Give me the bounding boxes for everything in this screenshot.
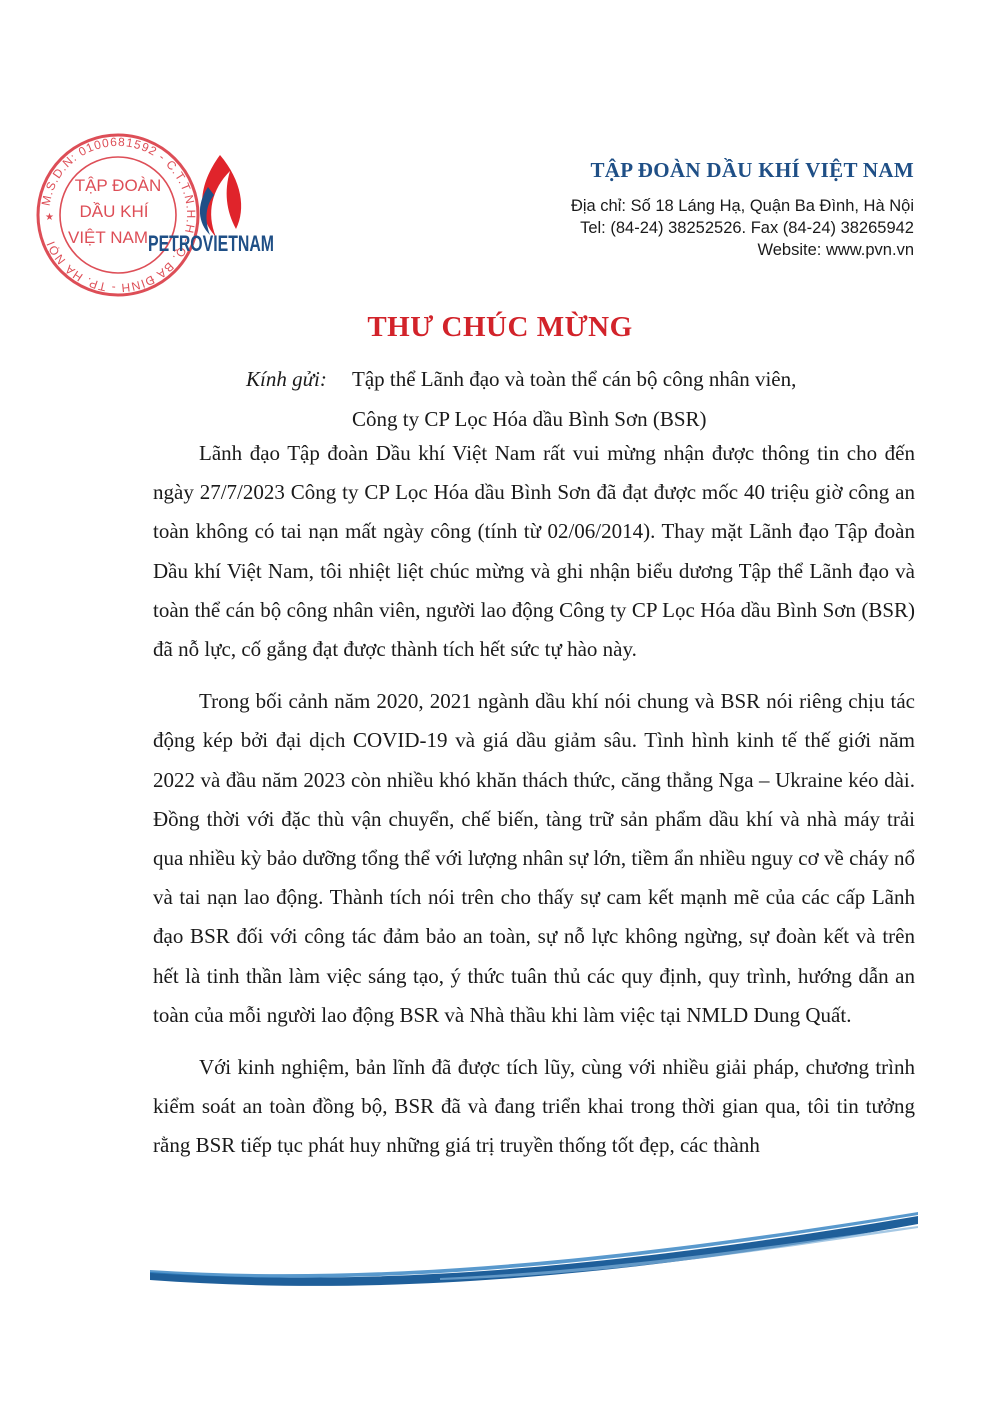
stamp-line-1: TẬP ĐOÀN <box>74 176 162 195</box>
recipient-block <box>246 359 796 439</box>
org-website: Website: www.pvn.vn <box>757 241 914 259</box>
stamp-ring-text: M.S.D.N: 0100681592 - C.T.T.N.H.H - Q. BA ĐÌNH - TP. HÀ NỘI <box>38 134 199 296</box>
letterhead-info <box>571 158 914 261</box>
letter-title: THƯ CHÚC MỪNG <box>367 311 633 343</box>
stamp-line-2: DẦU KHÍ <box>79 202 149 221</box>
org-contact: Tel: (84-24) 38252526. Fax (84-24) 38265942 <box>580 219 914 237</box>
letter-body <box>153 434 915 1179</box>
body-paragraph-1: Lãnh đạo Tập đoàn Dầu khí Việt Nam rất vui mừng nhận được thông tin cho đến ngày 27/7/2023 Công ty CP Lọc Hóa dầu Bình Sơn đã đạt được mốc 40 triệu giờ công an toàn không có tai nạn mất ngày công (tính từ 02/06/2014). Thay mặt Lãnh đạo Tập đoàn Dầu khí Việt Nam, tôi nhiệt liệt chúc mừng và ghi nhận biểu dương Tập thể Lãnh đạo và toàn thể cán bộ công nhân viên, người lao động Công ty CP Lọc Hóa dầu Bình Sơn (BSR) đã nỗ lực, cố gắng đạt được thành tích hết sức tự hào này. <box>153 441 915 662</box>
body-paragraph-3: Với kinh nghiệm, bản lĩnh đã được tích lũy, cùng với nhiều giải pháp, chương trình kiểm soát an toàn đồng bộ, BSR đã và đang triển khai trong thời gian qua, tôi tin tưởng rằng BSR tiếp tục phát huy những giá trị truyền thống tốt đẹp, các thành <box>153 1055 915 1158</box>
footer-swoosh-decoration <box>140 1200 930 1290</box>
petrovietnam-wordmark: PETROVIETNAM <box>148 231 274 256</box>
recipient-line-1: Tập thể Lãnh đạo và toàn thể cán bộ công nhân viên, <box>352 367 797 391</box>
org-name: TẬP ĐOÀN DẦU KHÍ VIỆT NAM <box>590 158 914 182</box>
petrovietnam-logo-with-stamp <box>20 125 280 300</box>
stamp-line-3: VIỆT NAM <box>68 228 148 247</box>
salutation-label: Kính gửi: <box>246 367 327 391</box>
org-address: Địa chỉ: Số 18 Láng Hạ, Quận Ba Đình, Hà Nội <box>570 197 914 215</box>
flame-icon <box>200 155 241 237</box>
svg-text:★: ★ <box>45 212 54 223</box>
body-paragraph-2: Trong bối cảnh năm 2020, 2021 ngành dầu khí nói chung và BSR nói riêng chịu tác động kép bởi đại dịch COVID-19 và giá dầu giảm sâu. Tình hình kinh tế thế giới năm 2022 và đầu năm 2023 còn nhiều khó khăn thách thức, căng thẳng Nga – Ukraine kéo dài. Đồng thời với đặc thù vận chuyển, chế biến, tàng trữ sản phẩm dầu khí và nhà máy trải qua nhiều kỳ bảo dưỡng tổng thể với lượng nhân sự lớn, tiềm ẩn nhiều nguy cơ về cháy nổ và tai nạn lao động. Thành tích nói trên cho thấy sự cam kết mạnh mẽ của các cấp Lãnh đạo BSR đối với công tác đảm bảo an toàn, sự nỗ lực không ngừng, sự đoàn kết và trên hết là tinh thần làm việc sáng tạo, ý thức tuân thủ các quy định, quy trình, hướng dẫn an toàn của mỗi người lao động BSR và Nhà thầu khi làm việc tại NMLD Dung Quất. <box>153 689 915 1027</box>
company-seal-stamp <box>38 135 198 295</box>
recipient-line-2: Công ty CP Lọc Hóa dầu Bình Sơn (BSR) <box>352 407 707 431</box>
